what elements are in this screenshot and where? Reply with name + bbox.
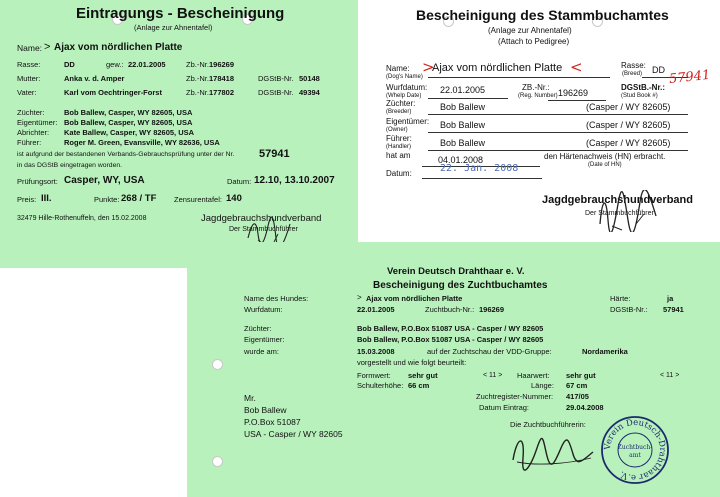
fuehrer-underline: [428, 150, 688, 151]
zuechter-value: Bob Ballew, P.O.Box 51087 USA - Casper / WY 82605: [357, 324, 544, 333]
zuchtbuch-label: Zuchtbuch-Nr.:: [425, 305, 475, 314]
wurde-am-value: 15.03.2008: [357, 347, 395, 356]
fuehrer-place: (Casper / WY 82605): [586, 138, 671, 148]
addr-line-4: USA - Casper / WY 82605: [244, 429, 343, 439]
registered-text: in das DGStB eingetragen worden.: [17, 162, 123, 169]
mutter-zb-label: Zb.-Nr.: [186, 74, 209, 83]
statement-text: ist aufgrund der bestandenen Verbands-Gebrauchsprüfung unter der Nr.: [17, 151, 235, 158]
laenge-value: 67 cm: [566, 381, 588, 390]
card3-subtitle: Bescheinigung des Zuchtbuchamtes: [373, 280, 548, 291]
zuechter-label: Züchter:: [386, 99, 416, 108]
eigentuemer-underline: [428, 132, 688, 133]
mutter-zb-value: 178418: [209, 74, 235, 83]
chevron-left-icon: <: [570, 58, 583, 76]
addr-line-3: P.O.Box 51087: [244, 417, 301, 427]
chevron-right-icon: >: [357, 293, 362, 302]
datum-value: 12.10, 13.10.2007: [254, 175, 335, 186]
rasse-label: Rasse:: [621, 61, 646, 70]
chevron-right-icon: >: [422, 58, 435, 76]
abrichter-label: Abrichter:: [17, 128, 50, 137]
zensurentafel-label: Zensurentafel:: [174, 195, 222, 204]
laenge-label: Länge:: [531, 381, 554, 390]
vater-zb-label: Zb.-Nr.: [186, 88, 209, 97]
dgstb-handwritten-number: 57941: [668, 67, 712, 88]
mutter-label: Mutter:: [17, 74, 41, 83]
datum-label: Datum:: [386, 169, 412, 178]
formwert-code: < 11 >: [483, 372, 503, 379]
rasse-label: Rasse:: [17, 60, 41, 69]
mutter-dgstb-value: 50148: [299, 74, 320, 83]
eigentuemer-value: Bob Ballew, P.O.Box 51087 USA - Casper / WY 82605: [357, 335, 544, 344]
haerte-text-en: (Date of HN): [588, 162, 622, 168]
pruefungsort-value: Casper, WY, USA: [64, 175, 145, 186]
zb-label-en: (Reg. Number): [518, 93, 558, 99]
card2-subtitle-en: (Attach to Pedigree): [498, 37, 570, 46]
fuehrer-value: Bob Ballew: [440, 138, 486, 148]
vorgestellt-text: vorgestellt und wie folgt beurteilt:: [357, 358, 467, 367]
preis-value: III.: [41, 193, 52, 204]
eigentuemer-value: Bob Ballew: [440, 120, 486, 130]
zb-value: 196269: [558, 88, 589, 98]
haerte-text: den Härtenachweis (HN) erbracht.: [544, 152, 666, 161]
datum-eintrag-value: 29.04.2008: [566, 403, 604, 412]
wurfdatum-value: 22.01.2005: [440, 85, 486, 95]
datum-label: Datum:: [227, 177, 252, 186]
dgstb-label: DGStB.-Nr.:: [621, 83, 665, 92]
datum-eintrag-label: Datum Eintrag:: [479, 403, 530, 412]
schulterhoehe-label: Schulterhöhe:: [357, 381, 404, 390]
name-label-en: (Dog's Name): [386, 74, 423, 80]
fuehrer-label: Führer:: [17, 138, 42, 147]
eigentuemer-label: Eigentümer:: [17, 118, 58, 127]
zb-value: 196269: [209, 60, 235, 69]
dgstb-label-en: (Stud Book #): [621, 93, 658, 99]
eigentuemer-label: Eigentümer:: [386, 117, 430, 126]
card1-subtitle: (Anlage zur Ahnentafel): [134, 23, 213, 32]
signer-title: Der Stammbuchführer: [585, 210, 654, 217]
haerte-label: Härte:: [610, 294, 631, 303]
preis-label: Preis:: [17, 195, 37, 204]
rasse-value: DD: [652, 65, 665, 75]
dog-name: Ajax vom nördlichen Platte: [54, 42, 183, 53]
vater-dgstb-value: 49394: [299, 88, 320, 97]
org-name: Jagdgebrauchshundverband: [542, 194, 693, 206]
seal-ring-text: Verein Deutsch-Drahthaar e.V.: [602, 417, 668, 483]
punkte-value: 268 / TF: [121, 193, 157, 204]
mutter-value: Anka v. d. Amper: [64, 74, 125, 83]
bescheinigung-zuchtbuchamt-card: [187, 242, 720, 497]
haarwert-value: sehr gut: [566, 371, 596, 380]
zensurentafel-value: 140: [226, 193, 242, 204]
wurfdatum-label: Wurfdatum:: [386, 83, 428, 92]
eigentuemer-place: (Casper / WY 82605): [586, 120, 671, 130]
punch-hole: [212, 359, 223, 370]
dgstb-value: 57941: [663, 305, 684, 314]
datum-underline: [422, 178, 542, 179]
vater-label: Vater:: [17, 88, 37, 97]
bescheinigung-stammbuchamt-card: [366, 0, 720, 240]
eigentuemer-value: Bob Ballew, Casper, WY 82605, USA: [64, 118, 193, 127]
dgstb-label: DGStB-Nr.:: [610, 305, 648, 314]
zuechter-underline: [428, 114, 688, 115]
haarwert-label: Haarwert:: [517, 371, 550, 380]
punkte-label: Punkte:: [94, 195, 120, 204]
schulterhoehe-value: 66 cm: [408, 381, 430, 390]
hat-am-label: hat am: [386, 151, 411, 160]
name-label: Name:: [17, 43, 43, 53]
gew-label: gew.:: [106, 60, 124, 69]
zuechter-value: Bob Ballew: [440, 102, 486, 112]
zuchtregister-label: Zuchtregister-Nummer:: [476, 392, 554, 401]
wurde-am-label: wurde am:: [244, 347, 280, 356]
wurfdatum-label: Wurfdatum:: [244, 305, 283, 314]
seal-stamp: [599, 414, 671, 486]
name-label: Name des Hundes:: [244, 294, 309, 303]
gew-value: 22.01.2005: [128, 60, 166, 69]
zb-underline: [548, 100, 606, 101]
formwert-value: sehr gut: [408, 371, 438, 380]
hat-am-value: 04.01.2008: [438, 155, 484, 165]
haarwert-code: < 11 >: [660, 372, 680, 379]
dog-name: Ajax vom nördlichen Platte: [366, 294, 463, 303]
name-underline: [428, 77, 610, 78]
fuehrer-label: Führer:: [386, 134, 412, 143]
zuechter-label: Züchter:: [17, 108, 45, 117]
fuehrer-label-en: (Handler): [386, 144, 412, 150]
punch-hole: [212, 456, 223, 467]
dog-name: Ajax vom nördlichen Platte: [432, 62, 563, 74]
formwert-label: Formwert:: [357, 371, 391, 380]
zuechter-label-en: (Breeder): [386, 109, 412, 115]
wurfdatum-underline: [428, 98, 508, 99]
zuchtbuch-value: 196269: [479, 305, 505, 314]
zuchtschau-text: auf der Zuchtschau der VDD-Gruppe:: [427, 347, 552, 356]
wurfdatum-value: 22.01.2005: [357, 305, 395, 314]
rasse-value: DD: [64, 60, 75, 69]
card2-subtitle: (Anlage zur Ahnentafel): [488, 26, 572, 35]
datum-date-stamp: 22. Jan. 2008: [440, 163, 519, 174]
signature: [596, 190, 660, 232]
zuechter-label: Züchter:: [244, 324, 272, 333]
zuechter-place: (Casper / WY 82605): [586, 102, 671, 112]
eintragungs-bescheinigung-card: [0, 0, 358, 268]
rasse-label-en: (Breed): [622, 71, 643, 77]
abrichter-value: Kate Ballew, Casper, WY 82605, USA: [64, 128, 195, 137]
card1-title: Eintragungs - Bescheinigung: [76, 5, 285, 22]
signer-title: Der Stammbuchführer: [229, 226, 298, 233]
place-date: 32479 Hille-Rothenuffeln, den 15.02.2008: [17, 215, 147, 222]
fuehrer-value: Roger M. Green, Evansville, WY 82636, USA: [64, 138, 220, 147]
pruefungsort-label: Prüfungsort:: [17, 177, 58, 186]
wurfdatum-label-en: (Whelp Date): [386, 93, 422, 99]
name-label: Name:: [386, 64, 410, 73]
org-name: Jagdgebrauchshundverband: [201, 213, 322, 224]
vater-dgstb-label: DGStB-Nr.: [258, 88, 294, 97]
gruppe-value: Nordamerika: [582, 347, 628, 356]
seal-center-text-2: amt: [629, 452, 641, 459]
fuehrerin-label: Die Zuchtbuchführerin:: [510, 420, 586, 429]
card3-title: Verein Deutsch Drahthaar e. V.: [387, 266, 525, 277]
addr-line-1: Mr.: [244, 393, 256, 403]
eigentuemer-label-en: (Owner): [386, 127, 408, 133]
mutter-dgstb-label: DGStB-Nr.: [258, 74, 294, 83]
chevron-right-icon: >: [44, 41, 51, 53]
vater-value: Karl vom Oechtringer-Forst: [64, 88, 162, 97]
zuechter-value: Bob Ballew, Casper, WY 82605, USA: [64, 108, 193, 117]
zb-label: ZB.-Nr.:: [522, 83, 550, 92]
zb-label: Zb.-Nr.: [186, 60, 209, 69]
eigentuemer-label: Eigentümer:: [244, 335, 285, 344]
seal-center-text-1: Zuchtbuch-: [617, 444, 653, 451]
addr-line-2: Bob Ballew: [244, 405, 287, 415]
haerte-value: ja: [667, 294, 674, 303]
card2-title: Bescheinigung des Stammbuchamtes: [416, 7, 669, 23]
dgstb-number: 57941: [259, 148, 290, 160]
zuchtregister-value: 417/05: [566, 392, 589, 401]
signature: [507, 430, 597, 472]
vater-zb-value: 177802: [209, 88, 235, 97]
